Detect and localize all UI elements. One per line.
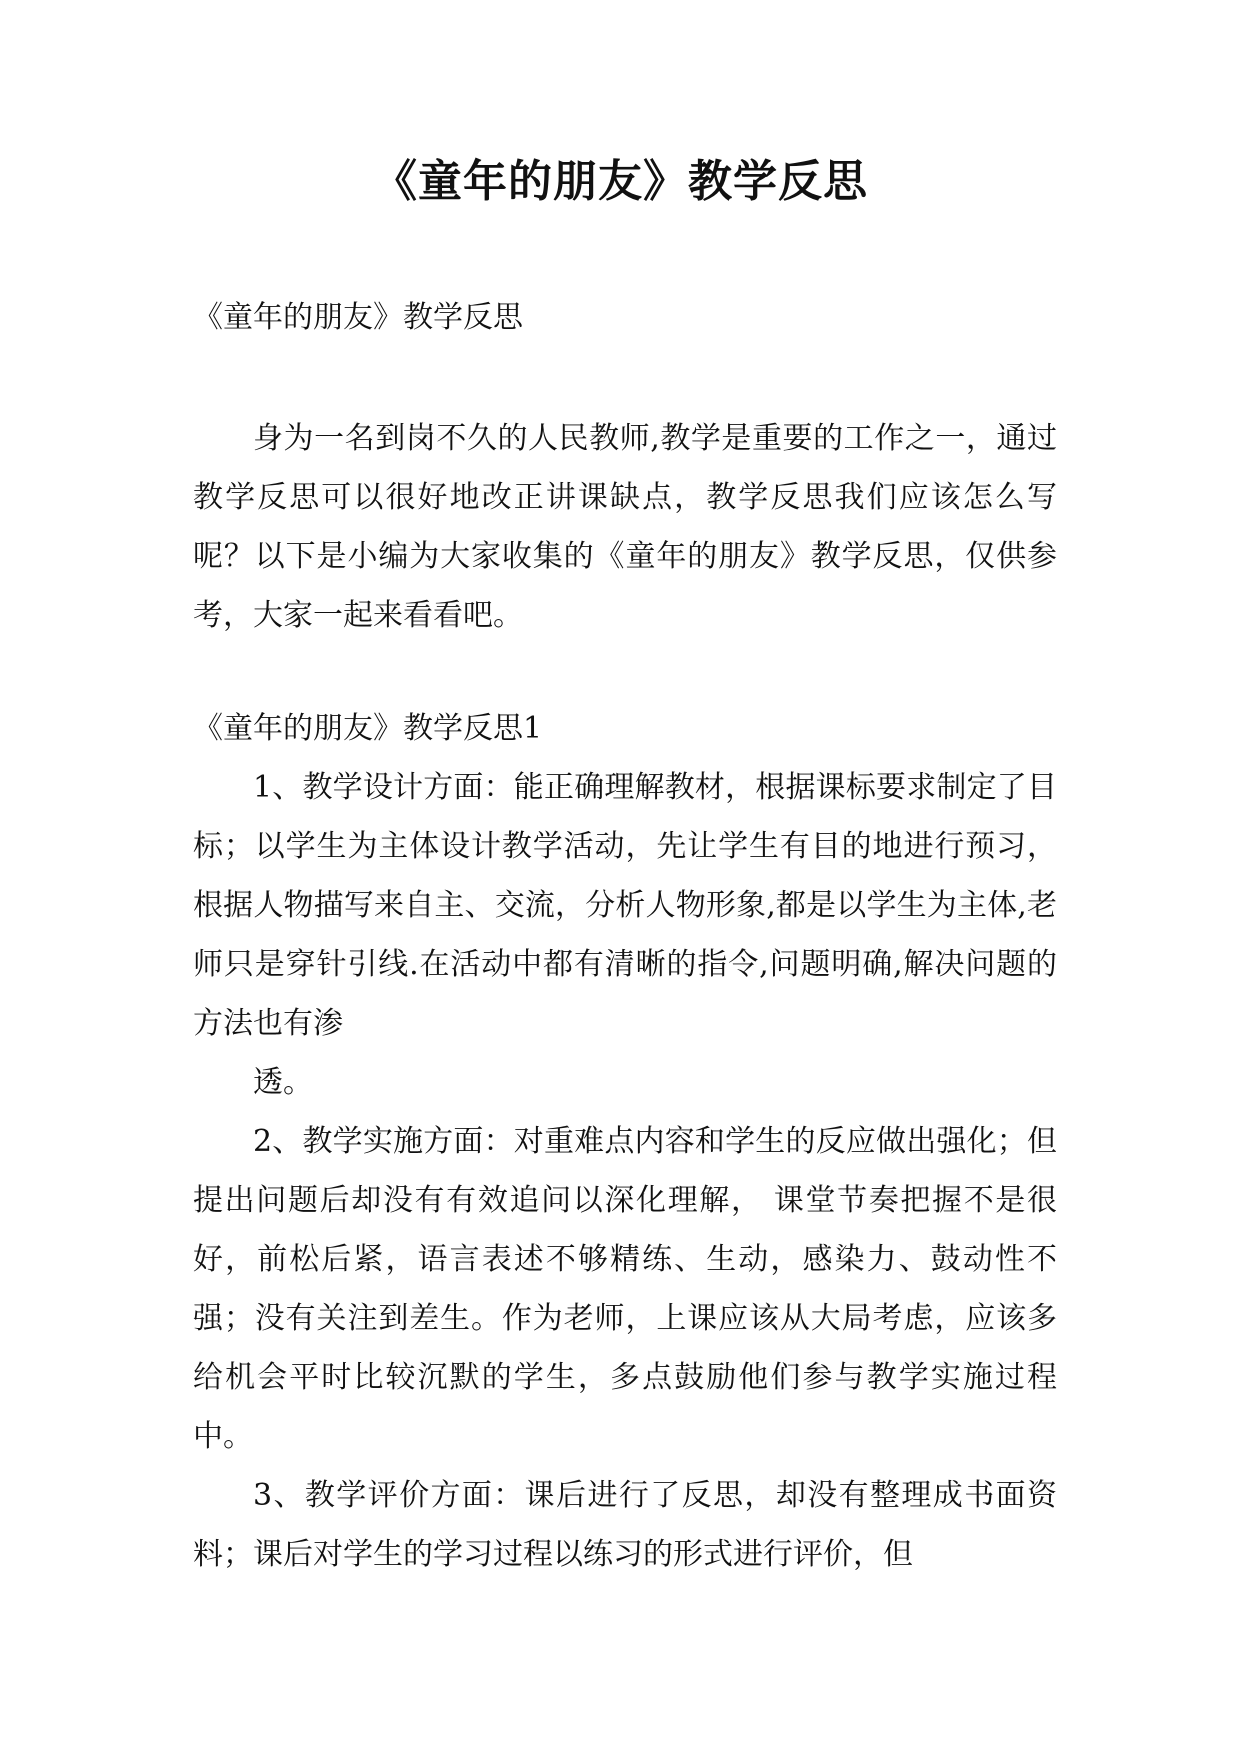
document-title: 《童年的朋友》教学反思 <box>373 156 868 207</box>
point-1-continuation: 透。 <box>253 1065 313 1100</box>
point-2-paragraph: 2、教学实施方面：对重难点内容和学生的反应做出强化；但提出问题后却没有有效追问以深化理解， 课堂节奏把握不是很好，前松后紧，语言表述不够精练、生动，感染力、鼓动性不强；没有关注到差生。作为老师，上课应该从大局考虑，应该多给机会平时比较沉默的学生，多点鼓励他们参与教学实施过程中。 <box>193 1124 1057 1454</box>
spacer <box>193 645 1057 699</box>
spacer <box>193 347 1057 409</box>
subtitle: 《童年的朋友》教学反思 <box>193 300 523 335</box>
intro-paragraph: 身为一名到岗不久的人民教师,教学是重要的工作之一，通过教学反思可以很好地改正讲课缺点，教学反思我们应该怎么写呢？以下是小编为大家收集的《童年的朋友》教学反思，仅供参考，大家一起来看看吧。 <box>193 421 1057 633</box>
document-body <box>193 288 1057 1584</box>
point-1-paragraph: 1、教学设计方面：能正确理解教材，根据课标要求制定了目标；以学生为主体设计教学活动，先让学生有目的地进行预习，根据人物描写来自主、交流，分析人物形象,都是以学生为主体,老师只是穿针引线.在活动中都有清晰的指令,问题明确,解决问题的方法也有渗 <box>193 770 1057 1041</box>
point-3-paragraph: 3、教学评价方面：课后进行了反思，却没有整理成书面资料；课后对学生的学习过程以练习的形式进行评价，但 <box>193 1478 1057 1572</box>
section-heading: 《童年的朋友》教学反思1 <box>193 711 543 746</box>
